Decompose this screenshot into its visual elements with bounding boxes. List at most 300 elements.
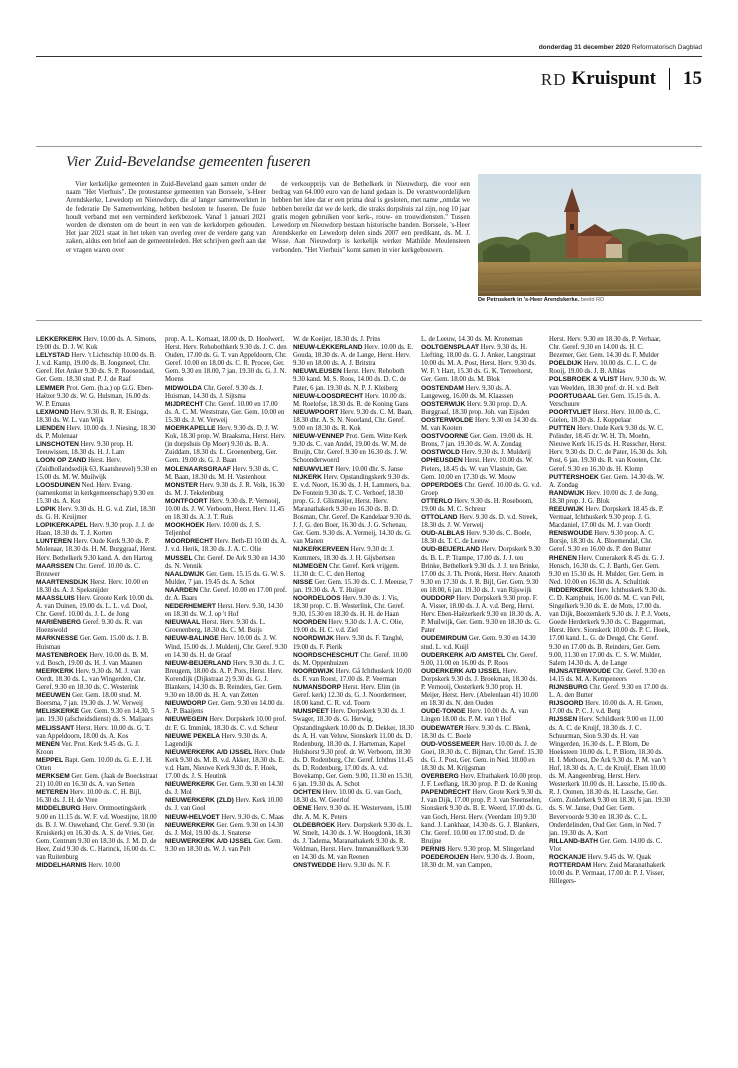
listing-entry	[165, 814, 287, 822]
place-name: LOPIKERKAPEL	[36, 522, 88, 530]
service-times: Herv. 10.00 dhr. S. Janse	[335, 465, 403, 473]
issue-date: donderdag 31 december 2020	[538, 44, 631, 51]
place-name: NIEUWERKERK A/D IJSSEL	[165, 748, 253, 756]
place-name: OUDERKERK A/D IJSSEL	[421, 667, 501, 675]
service-times: Herv. Gå Ichthuskerk 10.00 ds. F. van Roest, 17.00 ds. P. Veerman	[293, 667, 411, 683]
place-name: NOORDSCHESCHUT	[293, 651, 359, 659]
place-name: RILLAND-BATH	[549, 837, 598, 845]
listing-entry	[549, 336, 671, 360]
place-name: MUSSEL	[165, 554, 193, 562]
listing-entry	[421, 530, 543, 546]
listing-entry	[549, 700, 671, 716]
listing-entry	[36, 522, 158, 538]
service-times: Herv. Dorpskerk 9.30 ds. J. Swager, 18.30 ds. G. Herwig, Opstandingskerk 10.00 ds. D. Dekker, 18.30 ds. A. H. van Veluw, Sionskerk 11.00 ds. D. Rodenburg, 18.30 ds. J. Harteman, Kapel Hulshorst 9.30 prof. dr. W. Verboom, 18.30 ds. D. Rodenburg, Chr. Geref. Ichthus 11.45 ds. D. Rodenburg, 17.00 ds. A. v.d. Bovekamp, Ger. Gem. 9.00, 11.30 en 15.30, 6 jan. 19.30 ds. A. Schot	[293, 708, 414, 789]
listing-entry	[549, 862, 671, 886]
place-name: NIEUWERKERK	[165, 821, 215, 829]
listing-column	[36, 336, 158, 1058]
place-name: NIEUW-VENNEP	[293, 433, 345, 441]
listing-entry	[165, 571, 287, 587]
place-name: OPPERDOES	[421, 481, 463, 489]
service-times: Herv. Schildkerk 9.00 en 11.00 ds. A. C. de Kruijf, 18.30 ds. J. C. Schuurman, Sion 9.30 ds. H. van Wingerden, 16.30 ds. L. P. Blom, De Hoeksteen 10.00 ds. L. P. Blom, 18.30 ds. H. I. Methorst, De Ark 9.30 ds. P. M. van 't Hof, 18.30 ds. A. C. de Kruijf, Elsen 10.00 ds. M. Aangeenbrug, Herst. Herv. Westerkerk 10.00 ds. H. Lassche, 15.00 ds. R. J. Oomen, 18.30 ds. H. Lassche, Ger. Gem. Zuiderkerk 9.30 en 18.30, 6 jan. 19.30 ds. S. W. Janse, Oud Ger. Gem. Bevervoorde 9.30 en 18.30 ds. C. L. Onderdelinden, Oud Ger. Gem. in Ned. 7 jan. 19.30 ds. A. Kort	[549, 716, 670, 837]
place-name: OOSTERWOLDE	[421, 416, 474, 424]
service-times: Herv. Ontmoetingskerk 9.00 en 11.15 ds. W. F. v.d. Woestijne, 18.00 ds. B. J. W. Ouwehand, Chr. Geref. 9.30 (in Kruiskerk) en 16.30 ds. A. S. de Vries, Ger. Gem. Centrum 9.30 en 18.30 ds. J. M. D. de Heer, Zuid 9.30 ds. C. Harinck, 16.00 ds. C. van Ruitenburg	[36, 805, 157, 861]
place-name: OUDEMIRDUM	[421, 635, 468, 643]
place-name: OOSTERWIJK	[421, 400, 466, 408]
feature-column-2	[272, 181, 470, 255]
place-name: NIEUWE PEKELA	[165, 732, 220, 740]
listing-entry	[421, 668, 543, 708]
service-times: Herst. Herv. 9.30 en 18.30 ds. P. Verhaar, Chr. Geref. 9.30 en 14.00 ds. H. C. Bezemer, Ger. Gem. 14.30 ds. F. Mulder	[549, 336, 661, 360]
listing-entry	[165, 716, 287, 732]
service-times: Herv. 9.30 ds. H. G. v.d. Ziel, 18.30 ds. G. H. Kruijmer	[36, 505, 156, 522]
place-name: OOSTVOORNE	[421, 433, 469, 441]
listing-entry	[293, 466, 415, 474]
place-name: POORTUGAAL	[549, 392, 596, 400]
listing-entry	[421, 789, 543, 846]
service-times: Herv. 9.30 ds. M. J. van Oordt, 18.30 ds. L. van Wingerden, Chr. Geref. 9.30 en 18.30 ds. C. Westerink	[36, 667, 146, 692]
place-name: RIJNSBURG	[549, 684, 588, 692]
place-name: ONSTWEDDE	[293, 862, 336, 870]
place-name: RANDWIJK	[549, 489, 585, 497]
listing-entry	[165, 603, 287, 619]
place-name: MONTFOORT	[165, 497, 208, 505]
page-number: 15	[683, 68, 702, 89]
service-times: Herv. Oude Kerk 9.30 ds. W. C. Polinder, 18.45 dr. W. H. Th. Moehn, Nieuwe Kerk 16.15 ds. H. Russcher, Herst. Herv. 9.30 ds. D. C. de Pater, 16.30 ds. Joh. Post, 6 jan. 19.30 ds. R. van Kooten, Chr. Geref. 9.30 en 16.30 ds. H. Klomp	[549, 425, 668, 473]
listing-entry	[165, 838, 287, 854]
place-name: OUD-BEIJERLAND	[421, 546, 480, 554]
listing-entry	[36, 652, 158, 668]
listing-entry	[165, 425, 287, 465]
caption-text: De Petruskerk in 's-Heer Arendskerke.	[478, 297, 580, 303]
listing-entry	[421, 514, 543, 530]
service-times: Chr. Geref. 10.00 ds. G. v.d. Groep	[421, 481, 542, 497]
listing-entry	[421, 449, 543, 457]
service-times: Ger. Gem. 15.30 ds. C. J. Meeuse, 7 jan. 19.30 ds. A. T. Huijser	[293, 578, 413, 594]
place-name: MIDDELHARNIS	[36, 862, 87, 870]
service-times: Herv. 9.30 ds. J. Mulderij	[461, 449, 531, 457]
place-name: MARIËNBERG	[36, 619, 82, 627]
listing-entry	[165, 482, 287, 498]
service-times: Herv. 9.30 ds. C. Boele, 18.30 ds. T. C. de Leeuw	[421, 530, 532, 546]
service-times: Herv. Dorpskerk 9.30 ds. L. W. Smelt, 14.30 ds. J. W. Hoogdonk, 18.30 ds. J. Tadema, Maranathakerk 9.30 ds. R. Veldman, Herst. Herv. Immanuëlkerk 9.30 en 14.30 ds. M. van Reenen	[293, 821, 413, 861]
place-name: LUNTEREN	[36, 538, 72, 546]
service-times: Herv. 9.30 prop. D. A. Burggraaf, 18.30 prop. Joh. van Eijsden	[421, 400, 530, 416]
listing-entry	[293, 708, 415, 789]
service-times: Herv. 9.30 prop. H. Teeuwissen, 18.30 ds. H. J. Lam	[36, 441, 134, 457]
listing-entry	[293, 393, 415, 409]
place-name: NIEUWEGEIN	[165, 716, 208, 724]
listing-entry	[36, 773, 158, 789]
listing-entry	[36, 352, 158, 384]
service-times: Herv. 9.30 ds. C. M. Baan, 18.30 dhr. A. S. N. Noorland, Chr. Geref. 9.00 en 18.30 ds. R. Kok	[293, 408, 413, 433]
service-times: Herv. 9.30 ds. H. Liefting, 18.00 ds. G. J. Anker, Langstraat 10.00 ds. M. A. Post, Herst. Herv. 9.30 ds. W. F. 't Hart, 15.30 ds. G. K. Terreehorst, Ger. Gem. 18.00 ds. M. Blok	[421, 344, 536, 384]
listing-entry	[293, 336, 415, 344]
listing-entry	[36, 725, 158, 741]
place-name: OTTOLAND	[421, 514, 458, 522]
service-times: Herv. 9.30 ds. H. Westerveen, 15.00 dhr. A. M. K. Peters	[293, 805, 412, 821]
service-times: Herv. 9.30 ds. F. Tanghé, 19.00 ds. F. Pierik	[293, 635, 404, 651]
service-times: Ger. Gem. 18.00 stud. M. Boersma, 7 jan. 19.30 ds. J. W. Verweij	[36, 692, 143, 708]
place-name: NEDERHEMERT	[165, 603, 216, 611]
place-name: MELISKERKE	[36, 708, 80, 716]
service-times: Herv. Groote Kerk 10.00 ds. A. van Duinen, 19.00 ds. L. L. v.d. Dool, Chr. Geref. 10.00 ds. J. L. de Jong	[36, 595, 154, 619]
service-times: Herst. Herv. 10.00 ds. C. Gielen, 18.30 ds. J. Koppelaar	[549, 408, 661, 424]
listing-entry	[36, 425, 158, 441]
service-times: Herv. 9.30 ds. J. C. Breugem, 18.00 ds. A. P. Pors, Herst. Herv. Korendijk (Dijkstraat 2) 9.30 ds. G. J. Blankers, 14.30 ds. B. Reinders, Ger. Gem. 9.30 en 18.00 ds. H. A. van Zetten	[165, 659, 285, 700]
place-name: LELYSTAD	[36, 352, 70, 360]
place-name: MOOKHOEK	[165, 522, 205, 530]
place-name: MEPPEL	[36, 756, 64, 764]
service-times: Herv. 10.00 ds. G. van Goch, 18.30 ds. W. Geerlof	[293, 789, 402, 805]
place-name: OOLTGENSPLAAT	[421, 344, 479, 352]
place-name: MOORDRECHT	[165, 538, 213, 546]
listing-entry	[36, 482, 158, 506]
listing-entry	[549, 854, 671, 862]
place-name: PUTTERSHOEK	[549, 473, 599, 481]
service-times: Chr. Geref. 10.00 en 17.00 prof. dr. A. Baars	[165, 586, 287, 602]
listing-entry	[293, 546, 415, 562]
service-times: Ger. Gem. 9.30 en 14.30 ds. J. Mol	[165, 781, 284, 797]
listing-entry	[293, 805, 415, 821]
place-name: POORTVLIET	[549, 408, 592, 416]
place-name: LOPIK	[36, 505, 57, 513]
place-name: OVERBERG	[421, 773, 459, 781]
place-name: OUD-VOSSEMEER	[421, 740, 480, 748]
listing-entry	[421, 401, 543, 417]
service-times: Chr. Geref. 10.00 ds. M. Oppenhuizen	[293, 651, 408, 667]
service-times: Herv. 10.00 ds. J. de Jong, 18.30 prop. J. G. Blok	[549, 489, 658, 505]
header-rule	[36, 56, 702, 57]
listing-column	[165, 336, 287, 1058]
feature-text-1: Vier kerkelijke gemeenten in Zuid-Beveland gaan samen onder de naam "Het Vierhuis". De protestantse gemeenten van Borssele, 's-Heer Arendskerke, Lewedorp en Nieuwdorp, die al langer samenwerkten in de federatie De Samenwerking, hebben besloten te fuseren. De fusie houdt verband met een verminderd kerkbezoek. Vanaf 1 januari 2021 worden de diensten om de beurt in een van de kerkdorpen gehouden. Het jaar 2021 staat in het teken van overleg over de verdere gang van zaken, aldus een brief aan de gemeenteleden. Het schrijven geeft aan dat er vragen waren over	[66, 181, 266, 254]
service-times: Herv. 10.00 ds. C. L. C. de Rooij, 19.00 ds. J. B. Alblas	[549, 360, 657, 376]
place-name: MIDWOLDA	[165, 384, 202, 392]
place-name: ROCKANJE	[549, 854, 587, 861]
listing-entry	[36, 385, 158, 409]
service-times: Herv. Oude Kerk 9.30 ds. P. Molenaar, 18.30 ds. H. M. Burggraaf, Herst. Herv. Bethelkerk 9.30 kand. A. den Hartog	[36, 538, 157, 562]
service-times: Herst. Herv. 10.00 ds. G. T. van Appeldoorn, 18.00 ds. A. Kos	[36, 724, 151, 740]
listing-entry	[165, 498, 287, 522]
place-name: LOON OP ZAND	[36, 457, 87, 465]
service-times: Herv. 9.30 ds. N. F.	[337, 862, 391, 870]
listing-entry	[421, 336, 543, 344]
place-name: NIJKERK	[293, 473, 322, 481]
service-times: Herv. 9.30 en 14.30 ds. M. van Kooten	[421, 416, 538, 433]
service-times: W. de Koeijer, 18.30 ds. J. Prins	[293, 336, 381, 343]
listing-entry	[549, 425, 671, 474]
petruskerk-image	[478, 174, 701, 296]
listing-entry	[165, 336, 287, 385]
listing-entry	[549, 716, 671, 837]
service-times: Chr. Geref. De Ark 9.30 en 14.30 ds. N. Vennik	[165, 554, 285, 570]
place-name: NIEUWVLIET	[293, 465, 334, 473]
service-times: Ger. Gem. (Jaak de Boeckstraat 21) 10.00 en 16.30 ds. A. van Setten	[36, 773, 158, 789]
service-times: Herv. 10.00 ds. J. S. Teljenhof	[165, 522, 261, 538]
service-times: Herv. 9.30 prop. A. C. Borsje, 18.30 ds. A. Bloemendal, Chr. Geref. 9.30 en 16.00 ds. P. den Butter	[549, 530, 655, 554]
place-name: MAARSSEN	[36, 562, 74, 570]
service-times: prop. A. L. Kornaat, 18.00 ds. D. Hoolwerf, Herst. Herv. Rehobothkerk 9.30 ds. J. C. den Ouden, 17.00 ds. G. T. van Appeldoorn, Chr. Geref. 10.00 en 18.00 ds. C. R. Procee, Ger. Gem. 9.30 en 18.00, 7 jan. 19.30 ds. G. J. N. Moens	[165, 336, 287, 384]
listing-entry	[165, 587, 287, 603]
listing-entry	[421, 344, 543, 384]
place-name: RHENEN	[549, 554, 577, 562]
service-times: Ger. Gem. 9.30 en 14.30 stud. L. v.d. Kuijl	[421, 635, 536, 651]
listing-column	[293, 336, 415, 1058]
service-times: Herv. 10.00 ds. J. de Goei, 18.30 ds. C. Bijman, Chr. Geref. 15.30 ds. G. J. Post, Ger. Gem. in Ned. 10.00 en 18.30 ds. M. Krijgsman	[421, 740, 543, 772]
service-times: Chr. Geref. 10.00 ds. C. Brouwer	[36, 562, 141, 578]
service-times: Herv. 't Lichtschip 10.00 ds. B. J. v.d. Kamp, 19.00 ds. B. Jongeneel, Chr. Geref. Het Anker 9.30 ds. S. P. Roosendaal, Ger. Gem. 18.30 stud. P. J. de Raaf	[36, 352, 156, 384]
service-times: Ned. Herv. Evang. (samenkomst in kerkgemeenschap) 9.30 en 15.30 ds. A. Kot	[36, 481, 154, 505]
listing-entry	[549, 838, 671, 854]
service-times: Herv. 9.30 ds. J. R. Volk, 16.30 ds. M. J. Tekelenburg	[165, 481, 285, 497]
listing-entry	[36, 619, 158, 635]
service-times: L. de Leeuw, 14.30 ds. M. Kroneman	[421, 336, 523, 343]
service-times: Herv. 9.30 prop. M. Slingerland	[447, 845, 535, 853]
listing-entry	[36, 563, 158, 579]
place-name: LIENDEN	[36, 425, 65, 433]
service-times: Herst. Herv. Rehoboth 9.30 kand. M. S. Roos, 14.00 ds. D. C. de Pater, 6 jan. 19.30 ds. N. P. J. Kleiberg	[293, 368, 407, 392]
place-name: LEXMOND	[36, 408, 69, 416]
listing-entry	[293, 862, 415, 870]
place-name: NIEUWDORP	[165, 700, 207, 708]
service-times: Ger. Gem. 15.15 ds. G. W. S. Mulder, 7 jan. 19.45 ds. A. Schot	[165, 570, 286, 586]
place-name: LEKKERKERK	[36, 336, 82, 343]
listing-entry	[421, 708, 543, 724]
listing-entry	[36, 757, 158, 773]
listing-entry	[165, 733, 287, 749]
service-times: Ger. Gem. 19.00 ds. H. Brons, 7 jan. 19.30 ds. W. A. Zondag	[421, 433, 533, 449]
place-name: POEDEROIJEN	[421, 854, 469, 861]
place-name: RIJSSEN	[549, 716, 578, 724]
service-times: Chr. Geref. 9.30 ds. J. Huisman, 14.30 ds. J. Sijtsma	[165, 384, 264, 400]
place-name: OUDDORP	[421, 595, 455, 602]
listing-entry	[165, 797, 287, 813]
service-times: Herv. Opstandingskerk 9.30 ds. E. v.d. Noort, 16.30 ds. J. H. Lammers, b.a. De Fontein 9.30 ds. T. C. Verhoef, 18.30 prop. G. J. Glismeijer, Herst. Herv. Maranathakerk 9.30 en 16.30 ds. B. D. Bosman, Chr. Geref. De Kandelaar 9.30 ds. J. J. G. den Boer, 16.30 ds. J. G. Schenau, Ger. Gem. 9.30 ds. A. Vermeij, 14.30 ds. G. van Manen	[293, 473, 412, 546]
listing-entry	[165, 401, 287, 425]
service-times: Herv. 10.00 ds. J. W. Wind, 15.00 ds. J. Mulderij, Chr. Geref. 9.30 en 14.30 ds. H. de Graaf	[165, 635, 287, 659]
listing-entry	[421, 385, 543, 401]
listing-entry	[421, 773, 543, 789]
listing-entry	[293, 635, 415, 651]
listing-entry	[36, 741, 158, 757]
service-times: Herv. 9.30 ds. D. v.d. Streek, 18.30 ds. J. W. Verweij	[421, 514, 538, 530]
place-name: RENSWOUDE	[549, 530, 593, 538]
listing-entry	[549, 474, 671, 490]
service-times: Herst. Herv. Elim (in Geref. kerk) 12.30 ds. G. J. Noordermeer, 18.00 kand. C. R. v.d. Toorn	[293, 684, 407, 708]
service-times: Herst. Herv. 9.30 ds. L. Groenenberg, 18.30 ds. C. M. Buijs	[165, 619, 266, 635]
service-times: Herv. 10.00 ds. J. Niesing, 18.30 ds. P. Molenaar	[36, 425, 156, 441]
listing-entry	[421, 725, 543, 741]
place-name: REEUWIJK	[549, 505, 584, 513]
listing-entry	[421, 854, 543, 870]
listing-entry	[165, 555, 287, 571]
service-times: Ger. Gem. 9.30 en 18.30 ds. W. J. van Pelt	[165, 837, 283, 853]
listing-entry	[549, 409, 671, 425]
service-times: Prot. Gem. Witte Kerk 9.30 ds. C. van Andel, 19.00 ds. W. M. de Bruijn, Chr. Geref. 9.30 en 16.30 ds. J. W. Schoonderwoerd	[293, 433, 408, 465]
service-times: Herv. 9.30 ds. C. M. Baan, 18.30 ds. M. H. Vastenhout	[165, 465, 279, 481]
listing-entry	[549, 555, 671, 587]
place-name: NISSE	[293, 578, 313, 586]
place-name: MONSTER	[165, 481, 198, 489]
service-times: Ger. Gem. 9.30 en 14.30 ds. J. Mol, 19.00 ds. J. Snaterse	[165, 821, 284, 837]
listing-entry	[293, 668, 415, 684]
service-times: Herv. Dorpskerk 9.30 ds. B. L. P. Trampe, 17.00 ds. J. J. ten Brinke, Bethelkerk 9.30 ds. J. J. ten Brinke, 17.00 ds. J. Th. Pronk, Herst. Herv. Anatoth 9.30 en 17.30 ds. J. R. Bijl, Ger. Gem. 9.30 en 18.00, 6 jan. 19.30 ds. J. van Rijswijk	[421, 546, 541, 594]
listing-entry	[36, 506, 158, 522]
place-name: NIEUWERKERK (ZLD)	[165, 797, 234, 805]
service-times: Chr. Geref. 9.00, 11.00 en 16.00 ds. P. Roos	[421, 651, 538, 667]
place-name: NIEUW-LEKKERLAND	[293, 344, 363, 352]
section-prefix: RD	[540, 70, 567, 89]
service-times: Herv. 10.00	[88, 862, 121, 870]
section-header	[541, 64, 702, 90]
service-times: Herv. Oude Kerk 9.30 ds. M. B. v.d. Akker, 18.30 ds. E. v.d. Ham, Nieuwe Kerk 9.30 ds. F. Hoek, 17.00 ds. J. S. Heutink	[165, 748, 286, 781]
listing-entry	[421, 741, 543, 773]
listing-entry	[549, 360, 671, 376]
service-times: Chr. Geref. 9.30 en 14.15 ds. M. A. Kempeneers	[549, 667, 665, 683]
service-times: Herv. 9.30 ds. C. Maas	[221, 813, 284, 821]
service-times: Herst. Herv. (Zuidhollandsedijk 63, Kaatsheuvel) 9.30 en 15.00 ds. M. W. Muilwijk	[36, 457, 158, 481]
service-times: Herv. 9.30 prop. J. J. de Haan, 18.30 ds. T. J. Korten	[36, 522, 154, 538]
feature-top-rule	[36, 146, 702, 147]
church-photo	[478, 174, 701, 296]
listing-entry	[36, 635, 158, 651]
service-times: Herv. 9.45 ds. W. Quak	[587, 854, 652, 861]
listing-entry	[36, 789, 158, 805]
listing-entry	[421, 652, 543, 668]
listing-entry	[293, 652, 415, 668]
place-name: NUNSPEET	[293, 708, 329, 716]
place-name: NOORDWIJK	[293, 667, 335, 675]
listing-entry	[549, 490, 671, 506]
place-name: NIEUW-BEIJERLAND	[165, 659, 232, 667]
place-name: MERKSEM	[36, 773, 70, 781]
listing-entry	[293, 789, 415, 805]
listing-entry	[165, 522, 287, 538]
service-times: Ger. Gem. 9.30 en 14.30, 5 jan. 19.30 (afscheidsdienst) ds. S. Maljaars	[36, 708, 155, 724]
service-times: Ger. Gem. 15.15 ds. A. Verschuure	[549, 392, 661, 408]
place-name: NIEUW-BALINGE	[165, 635, 219, 643]
service-times: Ger. Gem. 14.30 ds. W. A. Zondag	[549, 473, 665, 489]
place-name: NUMANSDORP	[293, 684, 341, 692]
place-name: NIEUW-LOOSDRECHT	[293, 392, 364, 400]
listing-entry	[36, 336, 158, 352]
place-name: PAPENDRECHT	[421, 789, 471, 797]
listing-entry	[165, 781, 287, 797]
place-name: MAASSLUIS	[36, 595, 75, 602]
service-times: Herv. Cunerakerk 8.45 ds. G. J. Hensch, 16.30 ds. C. J. Barth, Ger. Gem. 9.30 en 15.30 ds. H. Mulder, Ger. Gem. in Ned. 10.00 en 16.30 ds. A. Schultink	[549, 554, 665, 586]
service-times: Ger. Gem. 9.30 en 14.00 ds. A. P. Baaijens	[165, 700, 284, 716]
service-times: Herv. Dorpskerk 9.30 ds. J. Broekman, 18.30 ds. P. Vernooij, Oosterkerk 9.30 prop. H. Meijer, Herst. Herv. (Abelenlaan 41) 10.00 en 18.30 ds. N. den Ouden	[421, 667, 538, 708]
place-name: MASTENBROEK	[36, 651, 88, 659]
place-name: OTTERLO	[421, 497, 453, 505]
place-name: MEERKERK	[36, 667, 74, 675]
service-times: Herst. Herv. 10.00 ds. W. Pieters, 18.45 ds. W. van Vlastuin, Ger. Gem. 10.00 en 17.30 ds. W. Mouw	[421, 457, 533, 481]
place-name: NAALDWIJK	[165, 570, 205, 578]
place-name: POLSBROEK & VLIST	[549, 376, 618, 384]
feature-text-2: de verkoopprijs van de Bethelkerk in Nieuwdorp, die voor een bedrag van 64.000 euro van de hand gedaan is. De verantwoordelijken hebben het idee dat er een prima deal is gesloten, met name „omdat we hebben bereikt dat we de kerk, die straks dorpshuis zal zijn, nog 10 jaar gratis mogen gebruiken voor kerk-, rouw- en trouwdiensten." Tussen Lewedorp en Nieuwdorp bestaan historische banden. Borssele, 's-Heer Arendskerke en Lewedorp delen sinds 2007 een predikant, ds. M. J. Wisse. Aan Nieuwdorp is kerkelijk werker Mathilde Meulensteen verbonden. "Het Vierhuis" komt samen in vier kerkgebouwen.	[272, 181, 470, 254]
service-times: Herv. 9.30 ds. A. Langeweg, 16.00 ds. M. Klaassen	[421, 384, 514, 400]
listing-entry	[36, 538, 158, 562]
service-times: Herv. 10.00 ds. M. Roelofse, 18.30 ds. R. de Koning Gans	[293, 392, 409, 408]
service-times: Chr. Geref. 9.30 en 17.00 ds. L. A. den Butter	[549, 684, 669, 700]
listing-entry	[36, 409, 158, 425]
newspaper-name: Reformatorisch Dagblad	[631, 44, 702, 51]
place-name: OOSTENDAM	[421, 384, 464, 392]
place-name: NIEUWERKERK A/D IJSSEL	[165, 837, 253, 845]
service-times: Herv. 10.00 ds. A. Simons, 19.00 ds. D. J. W. Kok	[36, 336, 157, 352]
listing-entry	[36, 441, 158, 457]
place-name: MIJDRECHT	[165, 400, 204, 408]
service-times: Herv. 9.30 ds. D. J. W. Kok, 18.30 prop. W. Braaksma, Herst. Herv. (in dorpshuis Op Moer) 9.30 ds. B. A. Zuiddam, 18.30 ds. L. Groenenberg, Ger. Gem. 19.00 ds. G. J. Baan	[165, 425, 286, 465]
service-times: Herv. 9.30 ds. W. van Weelden, 18.30 prof. dr. H. v.d. Belt	[549, 376, 667, 392]
listing-entry	[165, 700, 287, 716]
place-name: PUTTEN	[549, 425, 576, 433]
listing-entry	[293, 684, 415, 708]
place-name: METEREN	[36, 789, 69, 797]
place-name: OOSTWOLD	[421, 449, 460, 457]
listing-entry	[421, 595, 543, 635]
place-name: NOORDEN	[293, 619, 327, 627]
listing-entry	[36, 579, 158, 595]
service-times: Ger. Gem. 15.00 ds. J. B. Huisman	[36, 635, 149, 651]
place-name: ROTTERDAM	[549, 862, 592, 870]
place-name: NOORDELOOS	[293, 595, 341, 602]
place-name: NIJKERKERVEEN	[293, 546, 349, 554]
service-times: Herv. 9.30 ds. J. Vis, 18.30 prop. C. B. Westerlink, Chr. Geref. 9.30, 15.30 en 18.30 ds. H. H. de Haan	[293, 595, 405, 619]
service-times: Herv. Efrathakerk 10.00 prop. J. F. Leeflang, 18.30 prop. P. D. de Koning	[421, 773, 542, 789]
listing-entry	[421, 635, 543, 651]
place-name: NAARDEN	[165, 586, 198, 594]
service-times: Herv. Grote Kerk 9.30 ds. J. van Dijk, 17.00 prop. P. J. van Steenselen, Sionskerk 9.30 ds. B. E. Weerd, 17.00 ds. G. van Goch, Herst. Herv. (Veerdam 10) 9.30 kand. J. Lankhaar, 14.30 ds. G. J. Blankers, Chr. Geref. 10.00 en 17.00 stud. D. de Bruijne	[421, 789, 543, 845]
service-times: Herv. 9.30 ds. J. A. C. Olie, 19.00 ds. H. C. v.d. Ziel	[293, 619, 404, 635]
service-times: Prot. Gem. (b.a.) op G.G. Eben-Haëzer 9.30 ds. W. G. Hulsman, 16.00 ds. W. P. Emaus	[36, 384, 154, 408]
place-name: OUDERKERK A/D AMSTEL	[421, 651, 506, 659]
place-name: RIJNSATERWOUDE	[549, 667, 612, 675]
listing-entry	[165, 466, 287, 482]
service-times: Herv. 9.30 ds. R. R. Eisinga, 18.30 ds. W. L. van Wijk	[36, 408, 149, 424]
listing-entry	[421, 846, 543, 854]
place-name: NIEUWAAL	[165, 619, 201, 627]
listing-entry	[36, 862, 158, 870]
listing-entry	[165, 385, 287, 401]
service-times: Herv. Beth-El 10.00 ds. A. J. v.d. Herik, 18.30 ds. J. A. C. Olie	[165, 538, 287, 554]
listing-entry	[549, 506, 671, 530]
place-name: LINSCHOTEN	[36, 441, 79, 449]
place-name: NIJMEGEN	[293, 562, 328, 570]
place-name: OLDEBROEK	[293, 821, 336, 829]
place-name: NIEUWPOORT	[293, 408, 339, 416]
place-name: MOLENAARSGRAAF	[165, 465, 231, 473]
listing-entry	[421, 482, 543, 498]
service-times: Herst. Herv. 10.00 en 18.30 ds. A. J. Speksnijder	[36, 578, 149, 594]
place-name: MARKNESSE	[36, 635, 79, 643]
service-times: Herv. Ichthuskerk 9.30 ds. C. D. Kamphuis, 16.00 ds. M. C. van Pelt, Singelkerk 9.30 ds. E. de Mots, 17.00 ds. van Dijk, Boezemkerk 9.30 ds. J. P. J. Voets, Goede Herderkerk 9.30 ds. C. Baggerman, Herst. Herv. Sionskerk 10.00 ds. P. C. Hoek, 17.00 kand. L. G. de Deugd, Chr. Geref. 9.30 en 17.00 ds. B. Reinders, Ger. Gem. 9.00, 11.30 en 17.00 ds. C. S. W. Mulder, Salem 14.30 ds. A. de Lange	[549, 586, 671, 667]
listing-entry	[421, 417, 543, 433]
service-times: Herv. Dorpskerk 18.45 ds. P. Vermaat, Ichthuskerk 9.30 prop. J. G. Macdaniel, 17.00 ds. M. J. van Oordt	[549, 505, 664, 530]
photo-caption	[478, 297, 604, 303]
listing-entry	[36, 805, 158, 862]
photo-credit: beeld RD	[580, 297, 605, 303]
listing-entry	[165, 538, 287, 554]
place-name: LOOSDUINEN	[36, 481, 80, 489]
listing-entry	[293, 822, 415, 862]
service-times: Herv. 9.30 ds. P. Vernooij, 10.00 ds. J. W. Verboom, Herst. Herv. 11.45 en 18.30 ds. A. J. T. Ruis	[165, 497, 285, 522]
service-times: Herv. Dorpskerk 10.00 prof. dr. F. G. Immink, 18.30 ds. C. v.d. Scheur	[165, 716, 287, 732]
place-name: MEEUWEN	[36, 692, 71, 700]
place-name: OUDEWATER	[421, 724, 464, 732]
service-times: Herv. 9.30 ds. C. Blenk, 18.30 ds. C. Boele	[421, 724, 531, 740]
place-name: RIDDERKERK	[549, 586, 593, 594]
place-name: MENEN	[36, 740, 60, 748]
